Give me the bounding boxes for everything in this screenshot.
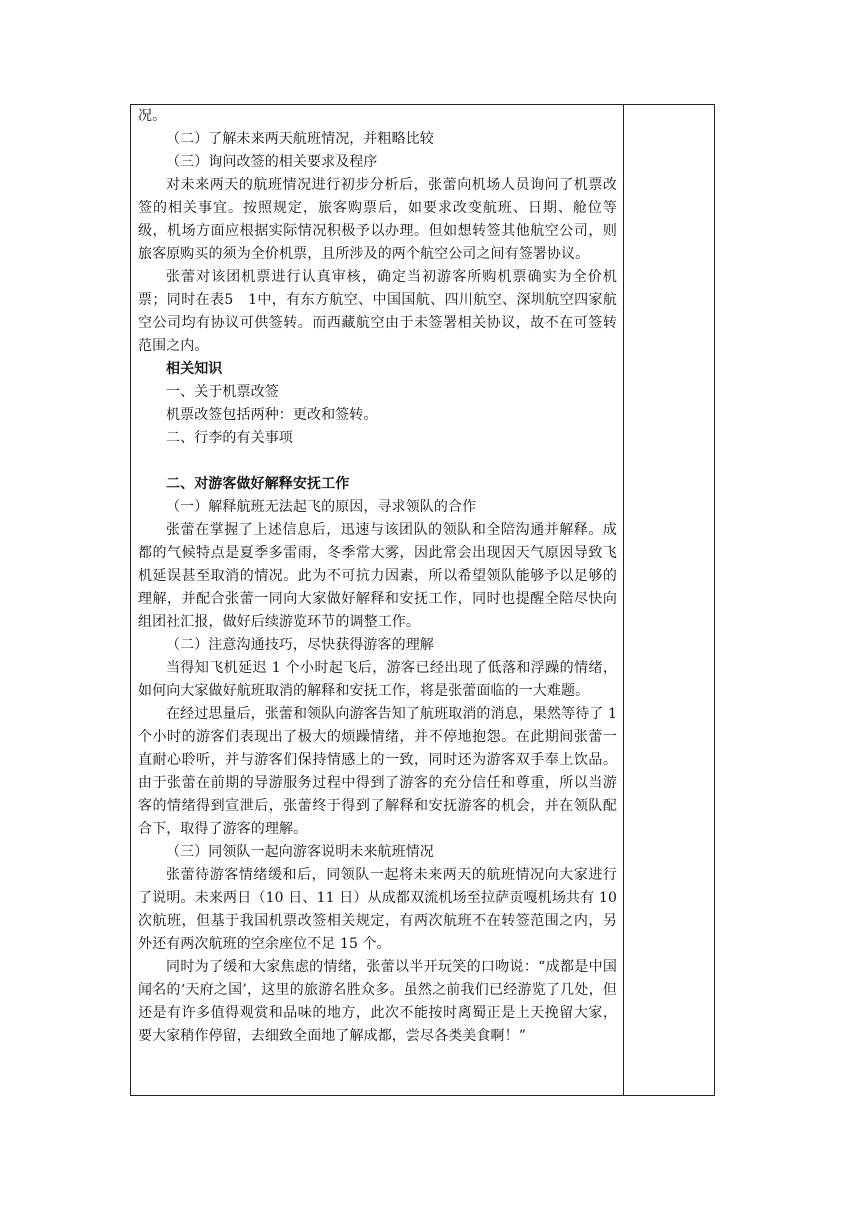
main-text-cell xyxy=(138,105,617,1048)
content-table xyxy=(130,104,715,1096)
body-paragraph: 况。 xyxy=(138,108,167,124)
body-paragraph: 机票改签包括两种：更改和签转。 xyxy=(166,407,378,423)
body-paragraph: 张蕾待游客情绪缓和后，同领队一起将未来两天的航班情况向大家进行了说明。未来两日（10 日、11 日）从成都双流机场至拉萨贡嘎机场共有 10 次航班，但基于我国机票改签相关规定，有两次航班不在转签范围之内，另外还有两次航班的空余座位不足 15 个。 xyxy=(138,867,617,952)
body-paragraph: 对未来两天的航班情况进行初步分析后，张蕾向机场人员询问了机票改签的相关事宜。按照规定，旅客购票后，如要求改变航班、日期、舱位等级，机场方面应根据实际情况积极予以办理。但如想转签其他航空公司，则旅客原购买的须为全价机票，且所涉及的两个航空公司之间有签署协议。 xyxy=(138,177,617,262)
body-paragraph: （三）同领队一起向游客说明未来航班情况 xyxy=(166,844,434,860)
blank-line xyxy=(138,450,617,473)
body-paragraph: 当得知飞机延迟 1 个小时起飞后，游客已经出现了低落和浮躁的情绪，如何向大家做好航班取消的解释和安抚工作，将是张蕾面临的一大难题。 xyxy=(138,660,617,699)
body-paragraph: 张蕾在掌握了上述信息后，迅速与该团队的领队和全陪沟通并解释。成都的气候特点是夏季多雷雨，冬季常大雾，因此常会出现因天气原因导致飞机延误甚至取消的情况。此为不可抗力因素，所以希望领队能够予以足够的理解，并配合张蕾一同向大家做好解释和安抚工作，同时也提醒全陪尽快向组团社汇报，做好后续游览环节的调整工作。 xyxy=(138,522,617,630)
body-paragraph: 一、关于机票改签 xyxy=(166,384,279,400)
section-heading: 相关知识 xyxy=(166,361,223,377)
body-paragraph: （一）解释航班无法起飞的原因，寻求领队的合作 xyxy=(166,499,477,515)
body-paragraph: （二）了解未来两天航班情况，并粗略比较 xyxy=(166,131,434,147)
section-heading: 二、对游客做好解释安抚工作 xyxy=(166,476,350,492)
body-paragraph: （二）注意沟通技巧，尽快获得游客的理解 xyxy=(166,637,434,653)
body-paragraph: 二、行李的有关事项 xyxy=(166,430,293,446)
body-paragraph: （三）询问改签的相关要求及程序 xyxy=(166,154,378,170)
body-paragraph: 同时为了缓和大家焦虑的情绪，张蕾以半开玩笑的口吻说：“成都是中国闻名的‘天府之国’，这里的旅游名胜众多。虽然之前我们已经游览了几处，但还是有许多值得观赏和品味的地方，此次不能按时离蜀正是上天挽留大家，要大家稍作停留，去细致全面地了解成都，尝尽各类美食啊！” xyxy=(138,959,617,1044)
body-paragraph: 张蕾对该团机票进行认真审核，确定当初游客所购机票确实为全价机票；同时在表5 1中，有东方航空、中国国航、四川航空、深圳航空四家航空公司均有协议可供签转。而西藏航空由于未签署相关协议，故不在可签转范围之内。 xyxy=(138,269,617,354)
body-paragraph: 在经过思量后，张蕾和领队向游客告知了航班取消的消息，果然等待了 1 个小时的游客们表现出了极大的烦躁情绪，并不停地抱怨。在此期间张蕾一直耐心聆听，并与游客们保持情感上的一致，同时还为游客双手奉上饮品。由于张蕾在前期的导游服务过程中得到了游客的充分信任和尊重，所以当游客的情绪得到宣泄后，张蕾终于得到了解释和安抚游客的机会，并在领队配合下，取得了游客的理解。 xyxy=(138,706,617,837)
column-divider xyxy=(623,105,624,1095)
